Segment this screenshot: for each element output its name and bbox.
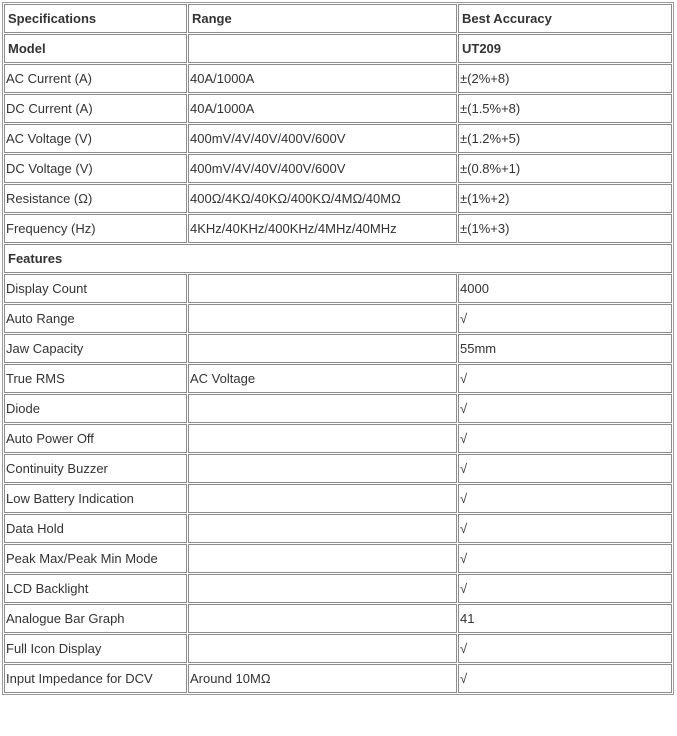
spec-name: Resistance (Ω) [4, 184, 187, 213]
feature-name: Analogue Bar Graph [4, 604, 187, 633]
feature-range [188, 544, 457, 573]
spec-name: DC Voltage (V) [4, 154, 187, 183]
feature-range: AC Voltage [188, 364, 457, 393]
feature-range [188, 274, 457, 303]
feature-range [188, 424, 457, 453]
feature-name: Full Icon Display [4, 634, 187, 663]
spec-name: AC Voltage (V) [4, 124, 187, 153]
feature-value: √ [458, 514, 672, 543]
table-row [4, 124, 672, 153]
table-row [4, 514, 672, 543]
table-row [4, 664, 672, 693]
header-range: Range [188, 4, 457, 33]
feature-name: Jaw Capacity [4, 334, 187, 363]
spec-name: Frequency (Hz) [4, 214, 187, 243]
table-row [4, 424, 672, 453]
feature-range [188, 454, 457, 483]
table-row [4, 544, 672, 573]
table-row [4, 214, 672, 243]
model-range [188, 34, 457, 63]
spec-range: 40A/1000A [188, 64, 457, 93]
feature-value: √ [458, 544, 672, 573]
feature-name: Display Count [4, 274, 187, 303]
table-row [4, 454, 672, 483]
spec-accuracy: ±(1%+3) [458, 214, 672, 243]
spec-accuracy: ±(1.2%+5) [458, 124, 672, 153]
feature-name: Low Battery Indication [4, 484, 187, 513]
spec-range: 4KHz/40KHz/400KHz/4MHz/40MHz [188, 214, 457, 243]
feature-range [188, 604, 457, 633]
header-best-accuracy: Best Accuracy [458, 4, 672, 33]
spec-accuracy: ±(1.5%+8) [458, 94, 672, 123]
model-value: UT209 [458, 34, 672, 63]
feature-name: Data Hold [4, 514, 187, 543]
table-row [4, 484, 672, 513]
feature-range [188, 574, 457, 603]
feature-range [188, 394, 457, 423]
features-heading-row [4, 244, 672, 273]
model-label: Model [4, 34, 187, 63]
feature-range [188, 304, 457, 333]
feature-name: Continuity Buzzer [4, 454, 187, 483]
specifications-table [2, 2, 674, 695]
feature-range [188, 484, 457, 513]
feature-value: √ [458, 574, 672, 603]
table-row [4, 64, 672, 93]
table-row [4, 574, 672, 603]
table-row [4, 274, 672, 303]
feature-range [188, 334, 457, 363]
table-row [4, 334, 672, 363]
spec-accuracy: ±(1%+2) [458, 184, 672, 213]
feature-value: √ [458, 394, 672, 423]
table-row [4, 94, 672, 123]
feature-range: Around 10MΩ [188, 664, 457, 693]
feature-value: √ [458, 424, 672, 453]
feature-name: Auto Range [4, 304, 187, 333]
spec-name: DC Current (A) [4, 94, 187, 123]
feature-value: √ [458, 484, 672, 513]
feature-range [188, 514, 457, 543]
header-specifications: Specifications [4, 4, 187, 33]
features-heading: Features [4, 244, 672, 273]
feature-value: 4000 [458, 274, 672, 303]
feature-name: LCD Backlight [4, 574, 187, 603]
table-row [4, 154, 672, 183]
table-row [4, 364, 672, 393]
feature-name: Diode [4, 394, 187, 423]
table-row [4, 634, 672, 663]
spec-name: AC Current (A) [4, 64, 187, 93]
feature-value: √ [458, 454, 672, 483]
feature-value: √ [458, 304, 672, 333]
feature-value: √ [458, 634, 672, 663]
feature-value: √ [458, 664, 672, 693]
feature-name: True RMS [4, 364, 187, 393]
feature-name: Auto Power Off [4, 424, 187, 453]
feature-name: Peak Max/Peak Min Mode [4, 544, 187, 573]
spec-range: 400Ω/4KΩ/40KΩ/400KΩ/4MΩ/40MΩ [188, 184, 457, 213]
table-row [4, 604, 672, 633]
feature-value: 55mm [458, 334, 672, 363]
spec-accuracy: ±(2%+8) [458, 64, 672, 93]
table-header-row [4, 4, 672, 33]
spec-range: 400mV/4V/40V/400V/600V [188, 154, 457, 183]
feature-range [188, 634, 457, 663]
spec-range: 40A/1000A [188, 94, 457, 123]
spec-accuracy: ±(0.8%+1) [458, 154, 672, 183]
spec-range: 400mV/4V/40V/400V/600V [188, 124, 457, 153]
feature-value: √ [458, 364, 672, 393]
feature-name: Input Impedance for DCV [4, 664, 187, 693]
table-row [4, 184, 672, 213]
feature-value: 41 [458, 604, 672, 633]
model-row [4, 34, 672, 63]
table-row [4, 394, 672, 423]
table-row [4, 304, 672, 333]
